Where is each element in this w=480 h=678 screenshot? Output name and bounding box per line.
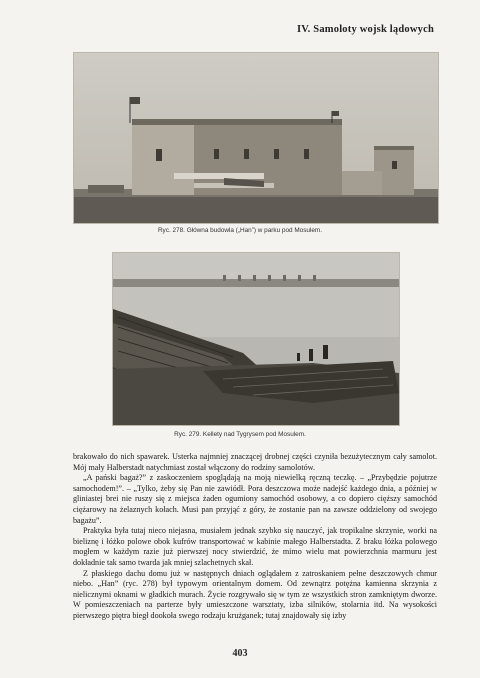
body-text [73, 452, 437, 622]
running-header: IV. Samoloty wojsk lądowych [296, 24, 434, 35]
figure-caption-278: Ryc. 278. Główna budowla („Han”) w parku pod Mosulem. [157, 227, 323, 234]
figure-caption-279: Ryc. 279. Kellety nad Tygrysem pod Mosulem. [174, 431, 306, 438]
paragraph: brakowało do nich spawarek. Usterka najmniej znaczącej drobnej części czyniła bezużytecznym cały samolot. Mój mały Halberstadt natychmiast został włączony do rodziny samolotów. [73, 452, 437, 472]
paragraph: Z płaskiego dachu domu już w następnych dniach oglądałem z zatroskaniem pełne deszczowych chmur niebo. „Han” (ryc. 278) był typowym orientalnym domem. Od zewnątrz potężna kamienna skrzynia z nielicznymi oknami w gładkich murach. Życie rozgrywało się w tym ze wszystkich stron zamkniętym dworze. W pomieszczeniach na parterze były umieszczone warsztaty, izba silników, stolarnia itd. Na wysokości pierwszego piętra biegł dookoła swego rodzaju krużganek; tutaj znajdowały się izby [73, 568, 437, 620]
paragraph: Praktyka była tutaj nieco niejasna, musiałem jednak szybko się nauczyć, jak tropikalne skrzynie, worki na bieliznę i łóżko polowe obok kufrów transportować w kabinie małego Halberstadta. Z braku łóżka polowego mogłem w każdym razie już pierwszej nocy stwierdzić, że mimo wielu mat powierzchnia marmuru jest dokładnie tak samo twarda jak mniej szlachetnych skał. [73, 526, 437, 567]
paragraph: „A pański bagaż?” z zaskoczeniem spoglądają na moją niewielką ręczną teczkę. – „Przybędzie pojutrze samochodem!”. – „Tylko, żeby się Pan nie zawiódł. Pora deszczowa może nadejść każdego dnia, a później w gliniastej brei nie ruszy się z miejsca żaden ogumiony samochód osobowy, a co dopiero cięższy samochód ciężarowy na żelaznych kołach. Musi pan przyjąć z góry, że zostanie pan na zawsze oddzielony od swojego bagażu”. [73, 473, 437, 525]
photo-kellets-river [112, 252, 400, 426]
photo-main-building [73, 52, 439, 224]
page-number: 403 [232, 648, 248, 659]
